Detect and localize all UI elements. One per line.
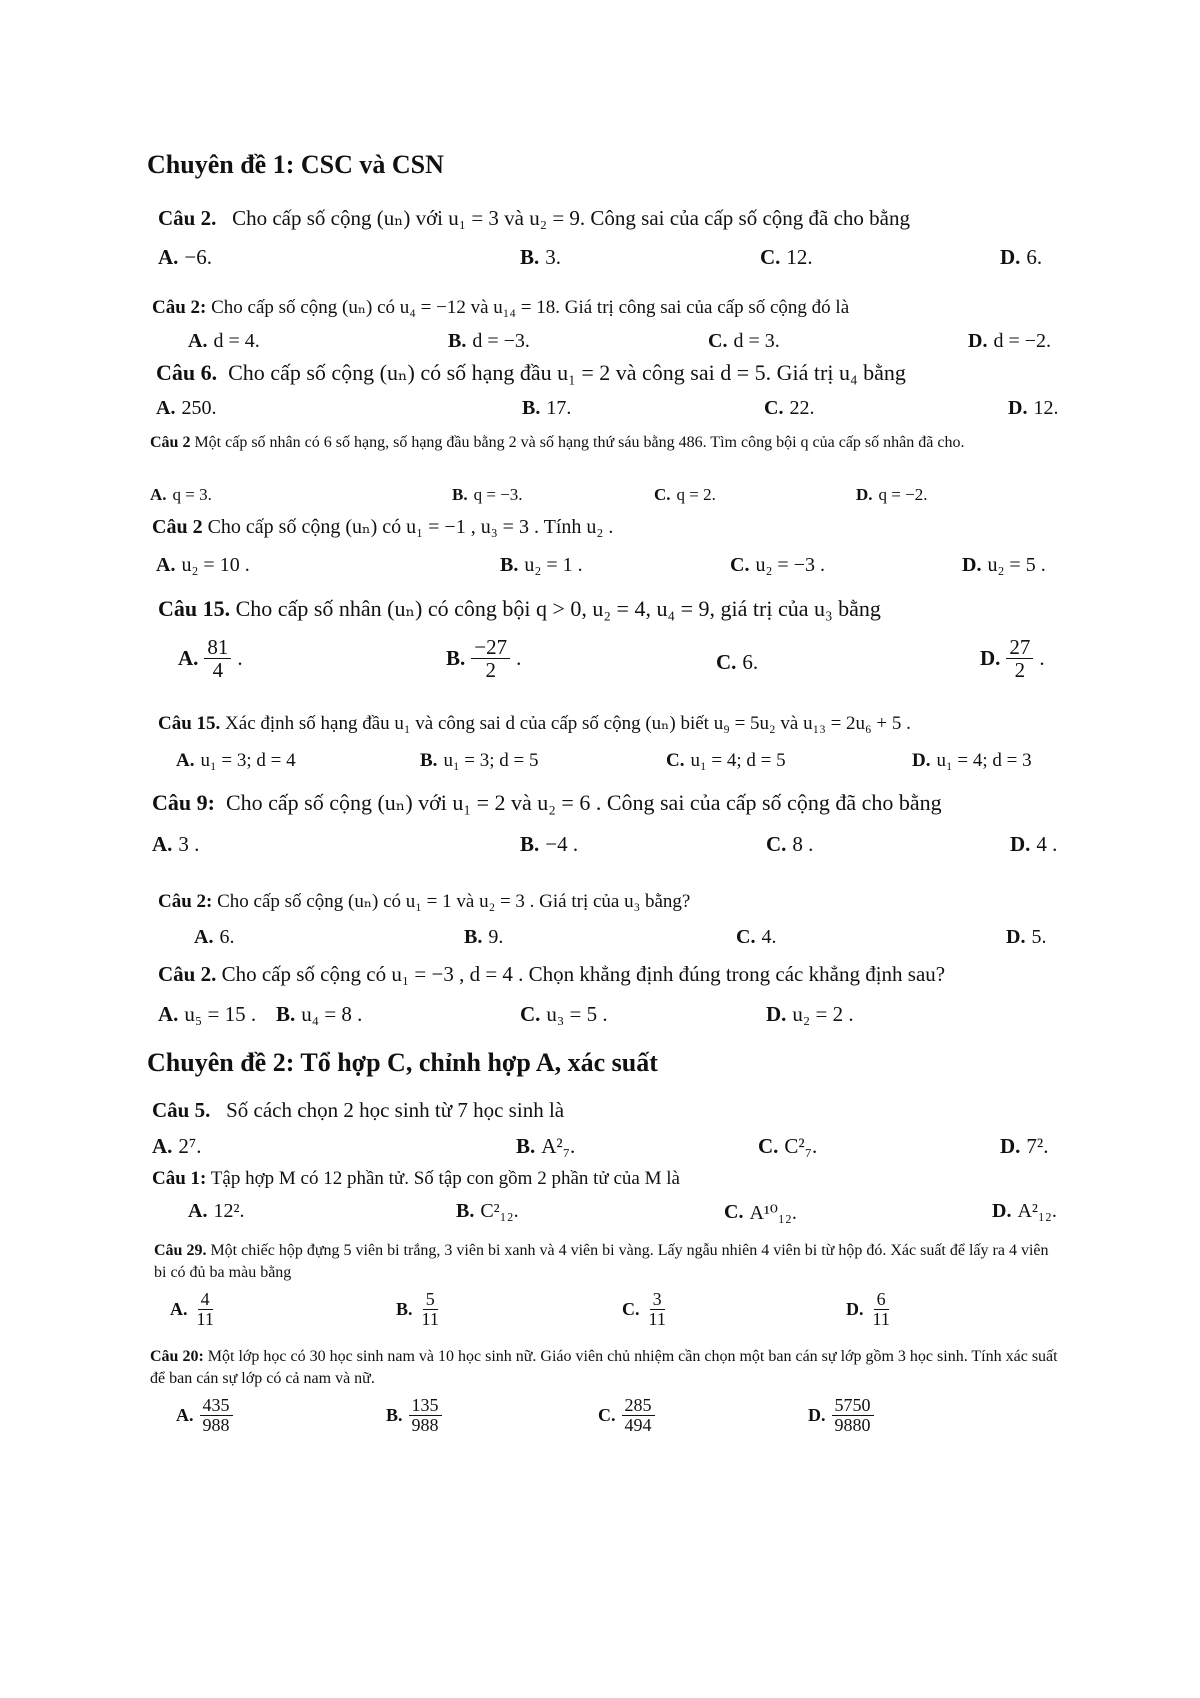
option-letter: B. xyxy=(276,1002,296,1026)
fraction: $\frac{27}{2}$ xyxy=(1006,636,1033,681)
option-c xyxy=(724,1200,797,1225)
option-b xyxy=(448,330,530,353)
option-d xyxy=(912,750,1032,772)
question-8 xyxy=(152,790,942,816)
question-text: Cho cấp số cộng (uₙ) với u₁ = 2 và u₂ = 6 . Công sai của cấp số cộng đã cho bằng xyxy=(225,790,942,815)
option-b xyxy=(500,554,583,577)
question-12 xyxy=(152,1168,680,1190)
question-label: Câu 20: xyxy=(150,1348,204,1365)
option-letter: B. xyxy=(420,750,438,771)
option-letter: B. xyxy=(522,397,541,419)
fraction: $\frac{81}{4}$ xyxy=(204,636,231,681)
option-c xyxy=(666,750,786,772)
option-d xyxy=(962,554,1046,577)
option-letter: D. xyxy=(1008,397,1028,419)
question-label: Câu 1: xyxy=(152,1168,207,1189)
question-text: Tập hợp M có 12 phần tử. Số tập con gồm 2 phần tử của M là xyxy=(210,1168,680,1189)
option-a xyxy=(176,750,296,772)
question-label: Câu 6. xyxy=(156,360,218,385)
option-value: 3. xyxy=(545,245,562,269)
section-title-2: Chuyên đề 2: Tổ hợp C, chỉnh hợp A, xác suất xyxy=(147,1048,658,1077)
option-a xyxy=(158,1002,256,1027)
option-value: 250. xyxy=(181,397,217,419)
question-6 xyxy=(158,596,881,622)
option-d: D. $\frac{5750}{9880}$ xyxy=(808,1396,874,1435)
option-c: C. 6. xyxy=(716,650,759,674)
question-label: Câu 2. xyxy=(158,962,217,986)
fraction: $\frac{-27}{2}$ xyxy=(471,636,510,681)
option-letter: B. xyxy=(464,926,483,948)
fraction: $\frac{5}{11}$ xyxy=(421,1289,439,1329)
option-letter: B. xyxy=(500,554,519,576)
option-a: A. $\frac{435}{988}$ xyxy=(176,1396,233,1435)
option-value: 4. xyxy=(761,926,777,948)
question-text: Một cấp số nhân có 6 số hạng, số hạng đầu bằng 2 và số hạng thứ sáu bằng 486. Tìm công bội q của cấp số nhân đã cho. xyxy=(194,434,965,451)
question-1 xyxy=(158,206,910,231)
option-letter: D. xyxy=(992,1200,1012,1222)
option-a: A. $\frac{81}{4}$ . xyxy=(178,635,243,683)
option-value: 6. xyxy=(1026,245,1043,269)
question-text: Số cách chọn 2 học sinh từ 7 học sinh là xyxy=(226,1098,565,1122)
option-value: q = 2. xyxy=(676,485,716,504)
option-value: u₁ = 4; d = 5 xyxy=(690,750,786,771)
fraction: $\frac{4}{11}$ xyxy=(196,1289,214,1329)
option-d xyxy=(1008,397,1058,420)
option-b: B. $\frac{5}{11}$ xyxy=(396,1290,442,1329)
question-text: Cho cấp số cộng (uₙ) có u₄ = −12 và u₁₄ = 18. Giá trị công sai của cấp số cộng đó là xyxy=(211,297,850,318)
option-value: 12². xyxy=(213,1200,245,1222)
option-letter: A. xyxy=(188,330,208,352)
option-a xyxy=(158,245,212,270)
option-value: d = 4. xyxy=(213,330,260,352)
option-c xyxy=(760,245,813,270)
option-b xyxy=(452,485,523,505)
option-value: 22. xyxy=(789,397,815,419)
option-value: 6. xyxy=(219,926,235,948)
question-label: Câu 29. xyxy=(154,1242,207,1259)
option-value: u₁ = 4; d = 3 xyxy=(936,750,1032,771)
option-letter: C. xyxy=(654,485,671,504)
option-d xyxy=(1006,926,1046,949)
option-letter: B. xyxy=(456,1200,475,1222)
option-letter: C. xyxy=(758,1134,779,1158)
option-b xyxy=(456,1200,519,1223)
option-value: 4 . xyxy=(1036,832,1058,856)
option-letter: D. xyxy=(912,750,931,771)
option-letter: A. xyxy=(194,926,214,948)
option-value: 7². xyxy=(1026,1134,1049,1158)
fraction: $\frac{285}{494}$ xyxy=(622,1396,655,1435)
option-b: B. $\frac{-27}{2}$ . xyxy=(446,635,522,683)
option-d: D. $\frac{6}{11}$ xyxy=(846,1290,893,1329)
option-letter: D. xyxy=(766,1002,787,1026)
option-c xyxy=(730,554,825,577)
option-letter: A. xyxy=(158,245,179,269)
option-a xyxy=(150,485,212,505)
question-label: Câu 9: xyxy=(152,790,215,815)
option-a xyxy=(188,1200,244,1223)
option-value: C²₁₂. xyxy=(480,1200,519,1222)
section-title-1: Chuyên đề 1: CSC và CSN xyxy=(147,150,444,179)
option-letter: C. xyxy=(760,245,781,269)
option-value: u₂ = −3 . xyxy=(755,554,825,576)
option-a xyxy=(152,832,199,857)
option-b: B. $\frac{135}{988}$ xyxy=(386,1396,442,1435)
option-c xyxy=(520,1002,608,1027)
option-letter: D. xyxy=(1010,832,1031,856)
fraction: $\frac{5750}{9880}$ xyxy=(832,1396,874,1435)
option-value: 3 . xyxy=(178,832,200,856)
option-b xyxy=(420,750,539,772)
question-9 xyxy=(158,890,690,913)
option-value: q = 3. xyxy=(172,485,212,504)
fraction: $\frac{6}{11}$ xyxy=(872,1289,890,1329)
question-5 xyxy=(152,514,613,539)
option-value: q = −3. xyxy=(473,485,523,504)
option-value: u₂ = 1 . xyxy=(524,554,583,576)
option-value: q = −2. xyxy=(878,485,928,504)
option-b xyxy=(276,1002,362,1027)
option-value: d = −2. xyxy=(993,330,1052,352)
option-a xyxy=(156,397,216,420)
option-b xyxy=(464,926,503,949)
option-letter: B. xyxy=(520,245,540,269)
option-letter: A. xyxy=(176,750,195,771)
question-text: Cho cấp số nhân (uₙ) có công bội q > 0, u₂ = 4, u₄ = 9, giá trị của u₃ bằng xyxy=(235,596,881,621)
question-2 xyxy=(152,296,849,319)
question-label: Câu 2 xyxy=(150,434,191,451)
option-letter: D. xyxy=(1000,245,1021,269)
option-a xyxy=(188,330,260,353)
option-value: 9. xyxy=(488,926,504,948)
option-b xyxy=(520,832,578,857)
question-text: Một chiếc hộp đựng 5 viên bi trắng, 3 viên bi xanh và 4 viên bi vàng. Lấy ngẫu nhiên 4 viên bi từ hộp đó. Xác suất để lấy ra 4 viên bi có đủ ba màu bằng xyxy=(154,1242,1049,1281)
option-letter: C. xyxy=(724,1201,744,1223)
option-letter: D. xyxy=(968,330,988,352)
question-text: Cho cấp số cộng (uₙ) có số hạng đầu u₁ = 2 và công sai d = 5. Giá trị u₄ bằng xyxy=(228,360,906,385)
option-value: C²₇. xyxy=(784,1134,818,1158)
option-value: u₂ = 10 . xyxy=(181,554,250,576)
option-value: 2⁷. xyxy=(178,1134,202,1158)
option-value: A²₇. xyxy=(541,1134,576,1158)
option-letter: C. xyxy=(666,750,685,771)
option-d: D. $\frac{27}{2}$ . xyxy=(980,635,1045,683)
option-value: 5. xyxy=(1031,926,1047,948)
option-d xyxy=(1010,832,1057,857)
option-b xyxy=(520,245,561,270)
option-value: d = −3. xyxy=(472,330,530,352)
option-value: 8 . xyxy=(792,832,814,856)
option-letter: C. xyxy=(730,554,750,576)
fraction: $\frac{3}{11}$ xyxy=(648,1289,666,1329)
question-label: Câu 2. xyxy=(158,206,217,230)
option-value: u₃ = 5 . xyxy=(546,1002,608,1026)
option-value: u₅ = 15 . xyxy=(184,1002,257,1026)
question-4 xyxy=(150,432,1065,454)
question-label: Câu 2 xyxy=(152,516,203,538)
option-letter: D. xyxy=(1006,926,1026,948)
option-value: d = 3. xyxy=(733,330,780,352)
option-a xyxy=(152,1134,202,1159)
option-a xyxy=(156,554,250,577)
option-letter: A. xyxy=(156,397,176,419)
question-14 xyxy=(150,1346,1065,1389)
option-letter: A. xyxy=(158,1002,179,1026)
option-letter: C. xyxy=(766,832,787,856)
option-letter: B. xyxy=(520,832,540,856)
option-c xyxy=(654,485,716,505)
option-letter: C. xyxy=(764,397,784,419)
fraction: $\frac{135}{988}$ xyxy=(409,1396,442,1435)
option-letter: A. xyxy=(156,554,176,576)
question-label: Câu 2: xyxy=(158,891,213,912)
option-value: 12. xyxy=(1033,397,1059,419)
option-letter: C. xyxy=(736,926,756,948)
option-letter: A. xyxy=(188,1200,208,1222)
option-c xyxy=(708,330,780,353)
option-d xyxy=(992,1200,1057,1223)
option-c xyxy=(736,926,776,949)
question-text: Cho cấp số cộng có u₁ = −3 , d = 4 . Chọn khẳng định đúng trong các khẳng định sau? xyxy=(221,962,946,986)
question-11 xyxy=(152,1098,564,1123)
question-13 xyxy=(154,1240,1064,1283)
question-text: Cho cấp số cộng (uₙ) có u₁ = −1 , u₃ = 3 . Tính u₂ . xyxy=(207,516,614,538)
option-value: u₄ = 8 . xyxy=(301,1002,363,1026)
option-value: u₂ = 2 . xyxy=(792,1002,854,1026)
option-value: 12. xyxy=(786,245,813,269)
option-letter: B. xyxy=(452,485,468,504)
option-letter: A. xyxy=(152,1134,173,1158)
option-value: A¹⁰₁₂. xyxy=(749,1202,797,1224)
question-text: Xác định số hạng đầu u₁ và công sai d của cấp số cộng (uₙ) biết u₉ = 5u₂ và u₁₃ = 2u₆ + 5 . xyxy=(225,713,911,734)
question-text: Cho cấp số cộng (uₙ) có u₁ = 1 và u₂ = 3 . Giá trị của u₃ bằng? xyxy=(217,891,691,912)
option-letter: A. xyxy=(150,485,167,504)
question-label: Câu 5. xyxy=(152,1098,211,1122)
option-d xyxy=(1000,1134,1048,1159)
option-a: A. $\frac{4}{11}$ xyxy=(170,1290,217,1329)
question-text: Một lớp học có 30 học sinh nam và 10 học sinh nữ. Giáo viên chủ nhiệm cần chọn một ban cán sự lớp gồm 3 học sinh. Tính xác suất để ban cán sự lớp có cả nam và nữ. xyxy=(150,1348,1058,1387)
option-d xyxy=(856,485,927,505)
question-label: Câu 2: xyxy=(152,297,207,318)
option-value: u₁ = 3; d = 5 xyxy=(443,750,539,771)
option-a xyxy=(194,926,234,949)
option-d xyxy=(766,1002,854,1027)
option-letter: C. xyxy=(520,1002,541,1026)
fraction: $\frac{435}{988}$ xyxy=(200,1396,233,1435)
option-value: u₁ = 3; d = 4 xyxy=(200,750,296,771)
question-text: Cho cấp số cộng (uₙ) với u₁ = 3 và u₂ = 9. Công sai của cấp số cộng đã cho bằng xyxy=(232,206,910,230)
question-3 xyxy=(156,360,906,386)
option-letter: C. xyxy=(708,330,728,352)
option-c xyxy=(766,832,813,857)
option-value: 17. xyxy=(546,397,572,419)
option-d xyxy=(968,330,1051,353)
option-c: C. $\frac{285}{494}$ xyxy=(598,1396,655,1435)
option-value: −4 . xyxy=(545,832,579,856)
option-letter: D. xyxy=(856,485,873,504)
question-label: Câu 15. xyxy=(158,713,221,734)
option-letter: B. xyxy=(516,1134,536,1158)
question-10 xyxy=(158,962,945,987)
option-value: −6. xyxy=(184,245,213,269)
option-d xyxy=(1000,245,1042,270)
option-value: u₂ = 5 . xyxy=(987,554,1046,576)
option-c xyxy=(758,1134,817,1159)
option-letter: D. xyxy=(1000,1134,1021,1158)
option-b xyxy=(522,397,571,420)
option-letter: A. xyxy=(152,832,173,856)
option-value: A²₁₂. xyxy=(1017,1200,1057,1222)
question-label: Câu 15. xyxy=(158,596,231,621)
option-letter: B. xyxy=(448,330,467,352)
option-c: C. $\frac{3}{11}$ xyxy=(622,1290,669,1329)
option-b xyxy=(516,1134,575,1159)
option-letter: D. xyxy=(962,554,982,576)
option-c xyxy=(764,397,814,420)
question-7 xyxy=(158,712,911,735)
